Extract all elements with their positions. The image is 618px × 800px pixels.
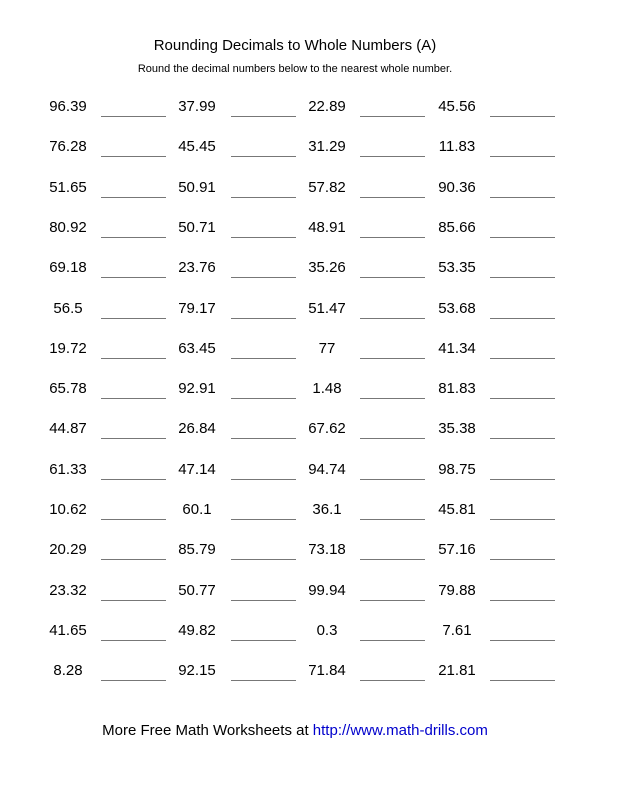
footer-text: More Free Math Worksheets at	[102, 722, 313, 739]
problem-number: 99.94	[308, 581, 346, 599]
problem-number: 85.79	[178, 541, 216, 559]
answer-blank[interactable]	[231, 479, 296, 480]
problem-number: 69.18	[49, 259, 87, 277]
answer-blank[interactable]	[231, 277, 296, 278]
problem-number: 76.28	[49, 138, 87, 156]
answer-blank[interactable]	[360, 438, 425, 439]
problem-number: 8.28	[53, 662, 83, 680]
answer-blank[interactable]	[360, 519, 425, 520]
problem-number: 79.88	[438, 581, 476, 599]
answer-blank[interactable]	[101, 197, 166, 198]
answer-blank[interactable]	[231, 680, 296, 681]
problem-number: 7.61	[442, 621, 472, 639]
problem-number: 1.48	[312, 380, 342, 398]
answer-blank[interactable]	[101, 519, 166, 520]
problem-number: 79.17	[178, 299, 216, 317]
problem-number: 96.39	[49, 98, 87, 115]
problem-number: 48.91	[308, 218, 346, 236]
answer-blank[interactable]	[490, 277, 555, 278]
problem-number: 35.26	[308, 259, 346, 277]
answer-blank[interactable]	[101, 680, 166, 681]
answer-blank[interactable]	[101, 277, 166, 278]
answer-blank[interactable]	[231, 156, 296, 157]
answer-blank[interactable]	[101, 479, 166, 480]
answer-blank[interactable]	[490, 237, 555, 238]
problem-number: 73.18	[308, 541, 346, 559]
footer-link[interactable]: http://www.math-drills.com	[312, 722, 488, 739]
problem-number: 80.92	[49, 218, 87, 236]
answer-blank[interactable]	[490, 197, 555, 198]
answer-blank[interactable]	[490, 156, 555, 157]
problem-number: 50.71	[178, 218, 216, 236]
answer-blank[interactable]	[231, 358, 296, 359]
problem-number: 63.45	[178, 339, 216, 357]
problem-number: 81.83	[438, 380, 476, 398]
answer-blank[interactable]	[360, 398, 425, 399]
answer-blank[interactable]	[490, 438, 555, 439]
problem-number: 45.81	[438, 501, 476, 518]
answer-blank[interactable]	[360, 600, 425, 601]
answer-blank[interactable]	[360, 358, 425, 359]
problem-number: 51.47	[308, 299, 346, 317]
problem-number: 92.15	[178, 662, 216, 680]
answer-blank[interactable]	[231, 318, 296, 319]
answer-blank[interactable]	[360, 640, 425, 641]
problem-number: 71.84	[308, 662, 346, 680]
problem-number: 11.83	[438, 138, 476, 156]
answer-blank[interactable]	[360, 479, 425, 480]
answer-blank[interactable]	[231, 600, 296, 601]
problem-number: 47.14	[178, 460, 216, 478]
answer-blank[interactable]	[490, 640, 555, 641]
answer-blank[interactable]	[231, 559, 296, 560]
problem-number: 67.62	[308, 420, 346, 438]
answer-blank[interactable]	[231, 640, 296, 641]
answer-blank[interactable]	[360, 318, 425, 319]
problem-number: 37.99	[178, 98, 216, 115]
problem-number: 65.78	[49, 380, 87, 398]
problem-number: 57.82	[308, 178, 346, 196]
answer-blank[interactable]	[490, 318, 555, 319]
answer-blank[interactable]	[231, 398, 296, 399]
problem-number: 51.65	[49, 178, 87, 196]
answer-blank[interactable]	[231, 116, 296, 117]
problem-number: 50.77	[178, 581, 216, 599]
problem-number: 61.33	[49, 460, 87, 478]
problem-number: 36.1	[312, 501, 342, 518]
problem-number: 53.68	[438, 299, 476, 317]
problem-number: 22.89	[308, 98, 346, 115]
answer-blank[interactable]	[231, 519, 296, 520]
problem-number: 19.72	[49, 339, 87, 357]
problem-number: 77	[318, 339, 336, 357]
problem-number: 57.16	[438, 541, 476, 559]
answer-blank[interactable]	[101, 358, 166, 359]
problem-number: 35.38	[438, 420, 476, 438]
answer-blank[interactable]	[490, 116, 555, 117]
problem-number: 41.34	[438, 339, 476, 357]
problem-number: 20.29	[49, 541, 87, 559]
answer-blank[interactable]	[490, 559, 555, 560]
answer-blank[interactable]	[360, 277, 425, 278]
problem-number: 10.62	[49, 501, 87, 518]
problem-number: 23.32	[49, 581, 87, 599]
problem-number: 31.29	[308, 138, 346, 156]
problem-number: 53.35	[438, 259, 476, 277]
answer-blank[interactable]	[101, 559, 166, 560]
answer-blank[interactable]	[490, 680, 555, 681]
problem-number: 50.91	[178, 178, 216, 196]
answer-blank[interactable]	[101, 398, 166, 399]
problem-number: 85.66	[438, 218, 476, 236]
answer-blank[interactable]	[101, 156, 166, 157]
problem-number: 41.65	[49, 621, 87, 639]
answer-blank[interactable]	[360, 197, 425, 198]
problem-number: 92.91	[178, 380, 216, 398]
answer-blank[interactable]	[231, 438, 296, 439]
problem-number: 49.82	[178, 621, 216, 639]
problem-number: 45.56	[438, 98, 476, 115]
answer-blank[interactable]	[360, 237, 425, 238]
answer-blank[interactable]	[490, 600, 555, 601]
answer-blank[interactable]	[360, 116, 425, 117]
problem-number: 26.84	[178, 420, 216, 438]
answer-blank[interactable]	[101, 116, 166, 117]
answer-blank[interactable]	[490, 519, 555, 520]
problem-number: 0.3	[316, 621, 338, 639]
answer-blank[interactable]	[231, 197, 296, 198]
problem-number: 98.75	[438, 460, 476, 478]
problem-number: 56.5	[53, 299, 83, 317]
answer-blank[interactable]	[490, 479, 555, 480]
answer-blank[interactable]	[360, 680, 425, 681]
problem-number: 23.76	[178, 259, 216, 277]
problem-number: 60.1	[182, 501, 212, 518]
answer-blank[interactable]	[101, 237, 166, 238]
problem-number: 44.87	[49, 420, 87, 438]
answer-blank[interactable]	[101, 640, 166, 641]
problem-number: 90.36	[438, 178, 476, 196]
problem-number: 45.45	[178, 138, 216, 156]
answer-blank[interactable]	[101, 600, 166, 601]
answer-blank[interactable]	[101, 318, 166, 319]
worksheet-title: Rounding Decimals to Whole Numbers (A)	[153, 37, 437, 54]
answer-blank[interactable]	[490, 358, 555, 359]
footer	[0, 722, 590, 739]
answer-blank[interactable]	[490, 398, 555, 399]
problem-number: 21.81	[438, 662, 476, 680]
problem-number: 94.74	[308, 460, 346, 478]
answer-blank[interactable]	[231, 237, 296, 238]
worksheet-instructions: Round the decimal numbers below to the nearest whole number.	[137, 63, 453, 75]
answer-blank[interactable]	[360, 156, 425, 157]
answer-blank[interactable]	[101, 438, 166, 439]
answer-blank[interactable]	[360, 559, 425, 560]
